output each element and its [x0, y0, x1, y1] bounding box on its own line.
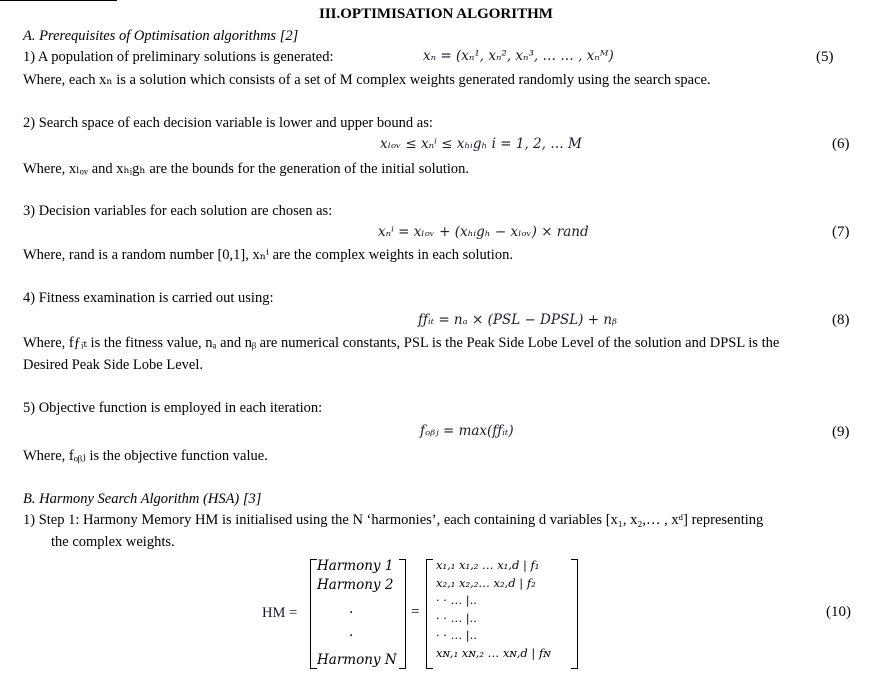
item-5-where: Where, fₒᵦⱼ is the objective function value.	[23, 448, 268, 464]
harmony-row: Harmony 1	[317, 558, 394, 574]
step-1-line-1: 1) Step 1: Harmony Memory HM is initialised using the N ‘harmonies’, each containing d variables [x₁, x₂,… , xᵈ] representing	[23, 512, 764, 528]
equation-number-7: (7)	[832, 224, 850, 240]
variables-column	[436, 557, 576, 662]
harmony-row: ·	[349, 627, 354, 644]
right-matrix-open-bracket	[426, 559, 433, 669]
equation-9: fₒᵦⱼ = max(fƒᵢₜ)	[420, 423, 514, 439]
item-4-where-line-1: Where, fƒᵢₜ is the fitness value, nₐ and nᵦ are numerical constants, PSL is the Peak Side Lobe Level of the solution and DPSL is the	[23, 335, 780, 351]
item-4-where-line-2: Desired Peak Side Lobe Level.	[23, 357, 203, 373]
item-3-where: Where, rand is a random number [0,1], xₙⁱ are the complex weights in each solution.	[23, 247, 513, 263]
item-3-text: 3) Decision variables for each solution are chosen as:	[23, 203, 333, 219]
harmony-row: Harmony 2	[317, 576, 394, 593]
equation-number-5: (5)	[816, 49, 834, 65]
equation-7: xₙⁱ = xₗₒᵥ + (xₕᵢgₕ − xₗₒᵥ) × rand	[378, 224, 589, 240]
equation-number-10: (10)	[826, 604, 851, 620]
harmony-column	[317, 557, 407, 670]
matrix-row: · · … |..	[436, 593, 477, 607]
left-matrix-open-bracket	[310, 559, 317, 669]
harmony-row: ·	[349, 605, 354, 621]
item-5-text: 5) Objective function is employed in each iteration:	[23, 400, 323, 416]
item-1-where: Where, each xₙ is a solution which consists of a set of M complex weights generated randomly using the search space.	[23, 72, 711, 88]
matrix-row: xɴ,₁ xɴ,₂ … xɴ,d | fɴ	[436, 645, 551, 660]
item-2-text: 2) Search space of each decision variable is lower and upper bound as:	[23, 115, 433, 131]
equation-8: fƒᵢₜ = nₐ × (PSL − DPSL) + nᵦ	[418, 312, 617, 328]
matrix-lhs-label: HM =	[262, 605, 298, 621]
item-4-text: 4) Fitness examination is carried out using:	[23, 290, 274, 306]
equation-number-8: (8)	[832, 312, 850, 328]
equation-5: xₙ = (xₙ¹, xₙ², xₙ³, … … , xₙᴹ)	[423, 48, 614, 64]
matrix-row: · · … |..	[436, 610, 477, 625]
left-matrix-close-bracket	[399, 559, 406, 669]
matrix-equals-sign: =	[411, 604, 420, 620]
harmony-row: Harmony N	[317, 652, 397, 668]
section-title: III.OPTIMISATION ALGORITHM	[319, 6, 553, 22]
step-1-line-2: the complex weights.	[51, 534, 175, 550]
right-matrix-close-bracket	[571, 559, 578, 669]
subsection-b-heading: B. Harmony Search Algorithm (HSA) [3]	[23, 491, 262, 507]
matrix-row: · · … |..	[436, 628, 477, 642]
item-1-text: 1) A population of preliminary solutions is generated:	[23, 49, 334, 65]
matrix-row: x₁,₁ x₁,₂ … x₁,d | f₁	[436, 558, 540, 572]
equation-number-6: (6)	[832, 136, 850, 152]
top-rule	[0, 0, 117, 1]
equation-6: xₗₒᵥ ≤ xₙⁱ ≤ xₕᵢgₕ i = 1, 2, … M	[380, 136, 582, 152]
equation-number-9: (9)	[832, 424, 850, 440]
matrix-row: x₂,₁ x₂,₂… x₂,d | f₂	[436, 575, 536, 590]
item-2-where: Where, xₗₒᵥ and xₕᵢgₕ are the bounds for the generation of the initial solution.	[23, 161, 470, 177]
subsection-a-heading: A. Prerequisites of Optimisation algorithms [2]	[23, 28, 299, 44]
